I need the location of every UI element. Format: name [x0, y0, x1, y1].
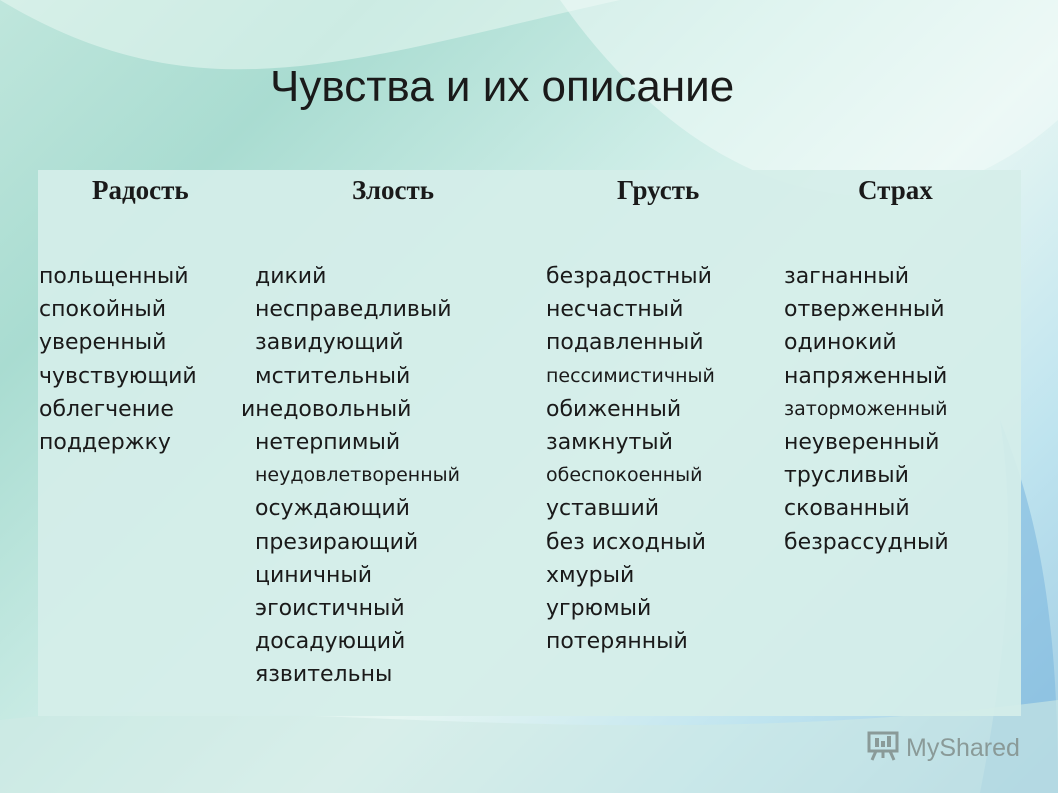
word-item: подавленный [546, 330, 704, 356]
word-item: неудовлетворенный [255, 464, 460, 487]
word-item: эгоистичный [255, 595, 405, 621]
word-item: поддержку [39, 429, 171, 455]
word-item: замкнутый [546, 429, 673, 455]
word-item: циничный [255, 562, 373, 588]
word-item: инедовольный [241, 396, 412, 422]
column-joy [39, 260, 197, 459]
watermark-text: MyShared [906, 733, 1020, 762]
word-item: завидующий [255, 330, 404, 356]
word-item: презирающий [255, 529, 419, 555]
word-item: трусливый [784, 463, 909, 489]
word-item: напряженный [784, 363, 948, 389]
word-item: мстительный [255, 363, 411, 389]
word-item: скованный [784, 496, 910, 522]
header-sadness: Грусть [617, 175, 700, 205]
slide-title: Чувства и их описание [270, 62, 735, 111]
word-item: нетерпимый [255, 429, 401, 455]
word-item: угрюмый [546, 595, 652, 621]
column-fear [784, 260, 949, 559]
word-item: потерянный [546, 629, 688, 655]
header-joy: Радость [92, 175, 189, 205]
word-item: загнанный [784, 264, 910, 289]
word-item: дикий [255, 264, 327, 289]
myshared-watermark [866, 730, 1020, 766]
word-item: заторможенный [784, 397, 948, 420]
word-item: досадующий [255, 629, 406, 655]
word-item: пессимистичный [546, 364, 715, 387]
word-item: хмурый [546, 562, 635, 588]
word-item: обеспокоенный [546, 464, 703, 487]
word-item: осуждающий [255, 496, 410, 522]
word-item: безрадостный [546, 264, 712, 289]
word-item: язвительны [255, 662, 393, 688]
word-item: несчастный [546, 297, 684, 323]
word-item: безрассудный [784, 529, 949, 555]
word-item: без исходный [546, 529, 706, 555]
word-item: несправедливый [255, 297, 452, 323]
column-sadness [546, 260, 715, 658]
word-item: одинокий [784, 330, 897, 356]
column-anger [241, 260, 460, 691]
presentation-board-icon [866, 730, 900, 767]
word-item: отверженный [784, 297, 945, 323]
header-fear: Страх [858, 175, 933, 205]
word-item: обиженный [546, 396, 682, 422]
word-item: неуверенный [784, 429, 940, 455]
word-item: уверенный [39, 330, 167, 356]
word-item: спокойный [39, 297, 167, 323]
word-item: уставший [546, 496, 660, 522]
header-anger: Злость [352, 175, 435, 205]
word-item: чувствующий [39, 363, 197, 389]
word-item: польщенный [39, 264, 189, 289]
word-item: облегчение [39, 396, 174, 422]
